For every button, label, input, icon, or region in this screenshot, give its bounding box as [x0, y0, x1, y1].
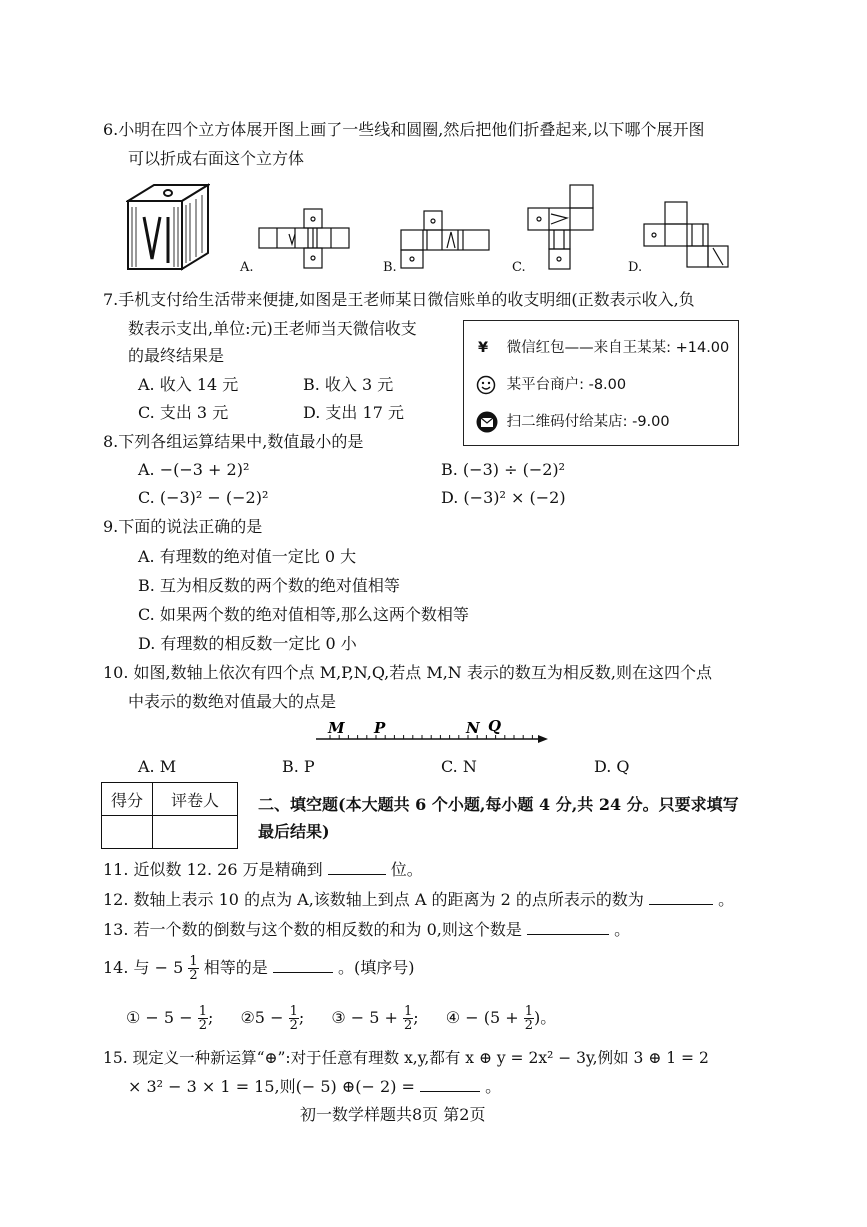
q7-option-b: B. 收入 3 元 [303, 375, 394, 394]
q7-line3: 的最终结果是 [128, 346, 225, 365]
axis-label-n: N [466, 719, 480, 737]
q7-option-d: D. 支出 17 元 [303, 403, 404, 422]
q8-stem: 8.下列各组运算结果中,数值最小的是 [103, 432, 364, 451]
net-c [527, 184, 597, 270]
q8-option-d: D. (−3)² × (−2) [441, 488, 566, 507]
q11 [103, 860, 423, 880]
q7-line2: 数表示支出,单位:元)王老师当天微信收支 [128, 319, 417, 338]
q8-option-a: A. −(−3 + 2)² [138, 460, 250, 479]
q14-prefix: 14. 与 − 5 [103, 958, 184, 977]
q9-option-c: C. 如果两个数的绝对值相等,那么这两个数相等 [138, 605, 469, 624]
axis-label-p: P [374, 719, 386, 737]
score-table [101, 782, 238, 849]
q11-answer-blank[interactable] [328, 860, 386, 875]
axis-label-m: M [328, 719, 345, 737]
q14-item-3-post: ; [413, 1008, 419, 1027]
q15-line2 [128, 1077, 501, 1097]
q14-frac-denominator: 2 [189, 968, 198, 983]
net-a-label: A. [240, 260, 254, 275]
q6-line2: 可以折成右面这个立方体 [128, 149, 305, 168]
q10-option-a-text: A. M [138, 757, 177, 776]
q12-answer-blank[interactable] [649, 890, 713, 905]
q13-answer-blank[interactable] [527, 920, 609, 935]
q14-item-3-den: 2 [404, 1018, 413, 1033]
q10-line1: 10. 如图,数轴上依次有四个点 M,P,N,Q,若点 M,N 表示的数互为相反数,则在这四个点 [103, 663, 712, 682]
axis-label-q: Q [488, 717, 502, 735]
cube-figure [126, 183, 210, 273]
q9-option-d: D. 有理数的相反数一定比 0 小 [138, 634, 357, 653]
q14-item-2-fraction [289, 1005, 299, 1032]
q14-middle: 相等的是 [203, 958, 268, 977]
q14-item-2-post: ; [298, 1008, 305, 1027]
q15-answer-blank[interactable] [420, 1077, 480, 1092]
q14-items [126, 1005, 556, 1032]
q14-item-4-post: )。 [534, 1008, 557, 1027]
q14-item-4-num: 1 [524, 1004, 533, 1019]
q10-option-b [282, 757, 315, 777]
q14-frac-numerator: 1 [189, 954, 198, 969]
net-a [258, 208, 350, 270]
q14-answer-blank[interactable] [273, 958, 333, 973]
q14-item-1-post: ; [207, 1008, 214, 1027]
q10-option-a [138, 757, 176, 777]
q12-suffix: 。 [718, 890, 735, 909]
score-header: 得分 [102, 783, 153, 816]
q14-item-1-den: 2 [198, 1018, 207, 1033]
bill-row-3 [476, 410, 670, 433]
q14-item-1-fraction [198, 1005, 208, 1032]
q15-line2-text: × 3² − 3 × 1 = 15,则(− 5) ⊕(− 2) = [128, 1077, 415, 1096]
net-d [643, 201, 729, 269]
score-cell[interactable] [102, 816, 153, 849]
q10-option-c-text: C. N [441, 757, 477, 776]
q14-item-1-num: 1 [198, 1004, 207, 1019]
q12 [103, 890, 734, 910]
q13-text: 13. 若一个数的倒数与这个数的相反数的和为 0,则这个数是 [103, 920, 522, 939]
smiley-icon [476, 375, 496, 395]
q9-stem: 9.下面的说法正确的是 [103, 517, 263, 536]
grader-header: 评卷人 [153, 783, 238, 816]
q14-fraction [188, 955, 198, 982]
q7-line1: 7.手机支付给生活带来便捷,如图是王老师某日微信账单的收支明细(正数表示收入,负 [103, 290, 695, 309]
q6-line1: 6.小明在四个立方体展开图上画了一些线和圆圈,然后把他们折叠起来,以下哪个展开图 [103, 120, 705, 139]
q10-option-d-text: D. Q [594, 757, 630, 776]
q14-item-4-pre: ④ − (5 + [445, 1008, 519, 1027]
net-b-label: B. [383, 260, 397, 275]
grader-cell[interactable] [153, 816, 238, 849]
q8-option-b: B. (−3) ÷ (−2)² [441, 460, 566, 479]
wechat-bill-box [463, 320, 739, 446]
q14-item-1-pre: ① − 5 − [126, 1008, 193, 1027]
bill-text-2: 某平台商户: -8.00 [506, 377, 627, 393]
net-c-label: C. [512, 260, 526, 275]
q14-item-3-fraction [403, 1005, 413, 1032]
net-d-label: D. [628, 260, 643, 275]
q14-item-4 [445, 1004, 557, 1033]
q14-item-3 [331, 1004, 423, 1033]
q10-option-b-text: B. P [282, 757, 315, 776]
q10-option-c [441, 757, 477, 777]
bill-text-1: 微信红包——来自王某某: +14.00 [506, 340, 730, 356]
q14-item-2-num: 1 [289, 1004, 298, 1019]
q9-option-b: B. 互为相反数的两个数的绝对值相等 [138, 576, 400, 595]
q9-option-a: A. 有理数的绝对值一定比 0 大 [138, 547, 357, 566]
q14-item-2-pre: ②5 − [240, 1008, 284, 1027]
q14 [103, 955, 414, 982]
bill-row-1 [478, 336, 729, 357]
section2-heading1: 二、填空题(本大题共 6 个小题,每小题 4 分,共 24 分。只要求填写 [258, 795, 739, 814]
q13 [103, 920, 630, 940]
section2-heading2: 最后结果) [258, 822, 330, 841]
q11-text: 11. 近似数 12. 26 万是精确到 [103, 860, 323, 879]
q14-item-1 [126, 1004, 218, 1033]
q7-option-c: C. 支出 3 元 [138, 403, 229, 422]
q14-item-3-pre: ③ − 5 + [331, 1008, 398, 1027]
q14-suffix: 。(填序号) [337, 958, 415, 977]
q14-item-4-fraction [524, 1005, 534, 1032]
envelope-icon [476, 411, 498, 433]
q15-suffix: 。 [485, 1077, 502, 1096]
q7-option-a: A. 收入 14 元 [138, 375, 239, 394]
q8-option-c: C. (−3)² − (−2)² [138, 488, 269, 507]
q10-option-d [594, 757, 630, 777]
q14-item-2 [240, 1004, 309, 1033]
q12-text: 12. 数轴上表示 10 的点为 A,该数轴上到点 A 的距离为 2 的点所表示的数为 [103, 890, 644, 909]
q15-line1: 15. 现定义一种新运算“⊕”:对于任意有理数 x,y,都有 x ⊕ y = 2x² − 3y,例如 3 ⊕ 1 = 2 [103, 1049, 709, 1067]
bill-text-3: 扫二维码付给某店: -9.00 [506, 414, 670, 430]
net-b [400, 210, 490, 270]
q10-line2: 中表示的数绝对值最大的点是 [128, 692, 337, 711]
q11-suffix: 位。 [390, 860, 423, 879]
q14-item-2-den: 2 [289, 1018, 298, 1033]
q14-item-4-den: 2 [524, 1018, 533, 1033]
q14-item-3-num: 1 [404, 1004, 413, 1019]
number-line [310, 716, 550, 748]
page-footer: 初一数学样题共8页 第2页 [300, 1105, 486, 1124]
bill-row-2 [476, 373, 626, 395]
q13-suffix: 。 [614, 920, 631, 939]
yen-icon: ¥ [478, 340, 489, 356]
